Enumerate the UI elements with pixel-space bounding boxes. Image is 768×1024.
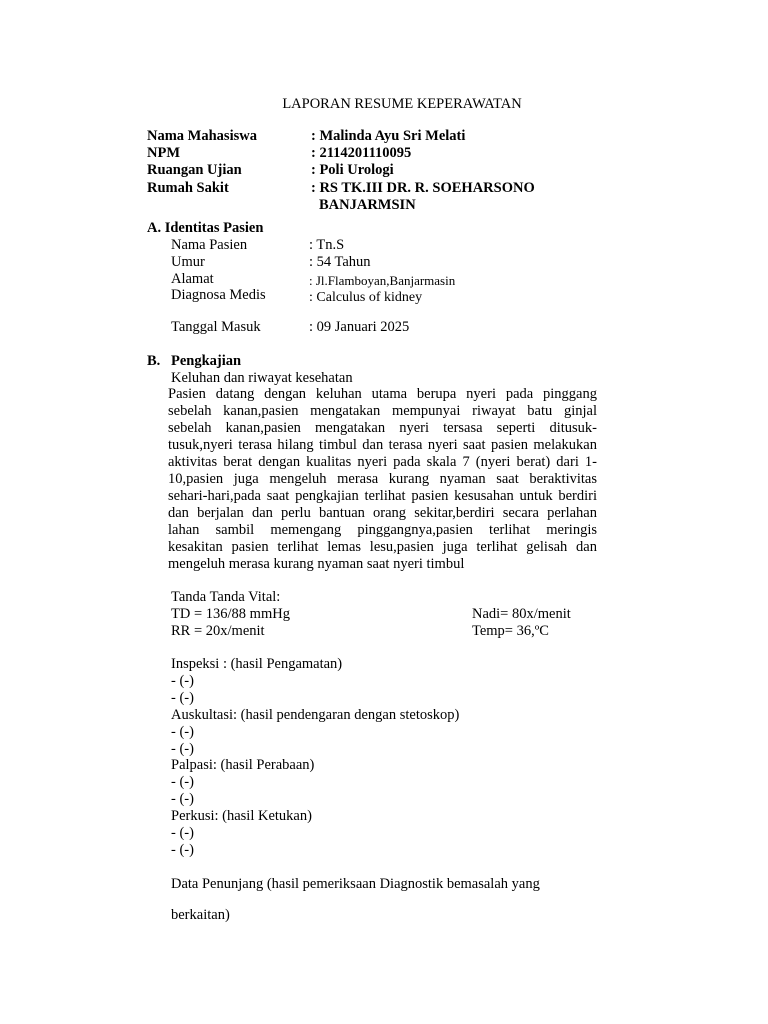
hospital-value: : RS TK.III DR. R. SOEHARSONO bbox=[311, 180, 535, 196]
supporting-data-heading: Data Penunjang (hasil pemeriksaan Diagnostik bemasalah yang bbox=[171, 876, 540, 892]
room-value: : Poli Urologi bbox=[311, 162, 394, 178]
inspeksi-heading: Inspeksi : (hasil Pengamatan) bbox=[171, 656, 343, 672]
complaint-subheading: Keluhan dan riwayat kesehatan bbox=[171, 370, 353, 386]
paragraph-line: aktivitas berat dengan kualitas nyeri pada skala 7 (nyeri berat) dari 1- bbox=[168, 454, 597, 471]
section-b-letter: B. bbox=[147, 353, 161, 369]
hospital-value-continued: BANJARMSIN bbox=[319, 197, 416, 213]
hospital-label: Rumah Sakit bbox=[147, 180, 229, 196]
perkusi-item: - (-) bbox=[171, 825, 194, 841]
paragraph-line: kesakitan pasien terlihat lemas lesu,pasien juga terlihat gelisah dan bbox=[168, 539, 597, 556]
admission-value: : 09 Januari 2025 bbox=[309, 319, 410, 335]
auskultasi-item: - (-) bbox=[171, 741, 194, 757]
document-title: LAPORAN RESUME KEPERAWATAN bbox=[282, 96, 522, 112]
paragraph-line: sebelah kanan,pasien mengatakan nyeri tersasa seperti ditusuk- bbox=[168, 420, 597, 437]
paragraph-line: sebelah kanan,pasien mengatakan mempunyai riwayat batu ginjal bbox=[168, 403, 597, 420]
room-label: Ruangan Ujian bbox=[147, 162, 242, 178]
auskultasi-heading: Auskultasi: (hasil pendengaran dengan stetoskop) bbox=[171, 707, 460, 723]
palpasi-heading: Palpasi: (hasil Perabaan) bbox=[171, 757, 315, 773]
admission-label: Tanggal Masuk bbox=[171, 319, 261, 335]
address-value: : Jl.Flamboyan,Banjarmasin bbox=[309, 273, 456, 288]
inspeksi-item: - (-) bbox=[171, 690, 194, 706]
supporting-data-heading-continued: berkaitan) bbox=[171, 907, 230, 923]
paragraph-line: Pasien datang dengan keluhan utama berupa nyeri pada pinggang bbox=[168, 386, 597, 402]
student-name-value: : Malinda Ayu Sri Melati bbox=[311, 128, 466, 144]
age-label: Umur bbox=[171, 254, 205, 270]
section-b-heading: Pengkajian bbox=[171, 353, 242, 369]
temperature: Temp= 36,ºC bbox=[472, 623, 549, 639]
paragraph-line: dan berjalan dan perlu bantuan orang sekitar,berdiri secara perlahan bbox=[168, 505, 597, 522]
paragraph-line: lahan sambil memengang pinggangnya,pasien terlihat meringis bbox=[168, 522, 597, 539]
student-name-label: Nama Mahasiswa bbox=[147, 128, 257, 144]
address-label: Alamat bbox=[171, 271, 214, 287]
diagnosis-label: Diagnosa Medis bbox=[171, 287, 266, 303]
paragraph-line: 10,pasien juga mengeluh merasa kurang nyaman saat beraktivitas bbox=[168, 471, 597, 488]
age-value: : 54 Tahun bbox=[309, 254, 371, 270]
perkusi-heading: Perkusi: (hasil Ketukan) bbox=[171, 808, 312, 824]
pulse: Nadi= 80x/menit bbox=[472, 606, 571, 622]
section-a-heading: A. Identitas Pasien bbox=[147, 220, 264, 236]
palpasi-item: - (-) bbox=[171, 774, 194, 790]
vitals-heading: Tanda Tanda Vital: bbox=[171, 589, 281, 605]
paragraph-line: sehari-hari,pada saat pengkajian terlihat pasien kesusahan untuk berdiri bbox=[168, 488, 597, 505]
respiratory-rate: RR = 20x/menit bbox=[171, 623, 265, 639]
npm-value: : 2114201110095 bbox=[311, 145, 412, 161]
blood-pressure: TD = 136/88 mmHg bbox=[171, 606, 290, 622]
npm-label: NPM bbox=[147, 145, 181, 161]
patient-name-label: Nama Pasien bbox=[171, 237, 248, 253]
diagnosis-value: : Calculus of kidney bbox=[309, 290, 423, 305]
palpasi-item: - (-) bbox=[171, 791, 194, 807]
inspeksi-item: - (-) bbox=[171, 673, 194, 689]
complaint-paragraph bbox=[168, 386, 597, 574]
paragraph-line: tusuk,nyeri terasa hilang timbul dan terasa nyeri saat pasien melakukan bbox=[168, 437, 597, 454]
perkusi-item: - (-) bbox=[171, 842, 194, 858]
paragraph-line: mengeluh merasa kurang nyaman saat nyeri timbul bbox=[168, 556, 465, 573]
patient-name-value: : Tn.S bbox=[309, 237, 345, 253]
auskultasi-item: - (-) bbox=[171, 724, 194, 740]
